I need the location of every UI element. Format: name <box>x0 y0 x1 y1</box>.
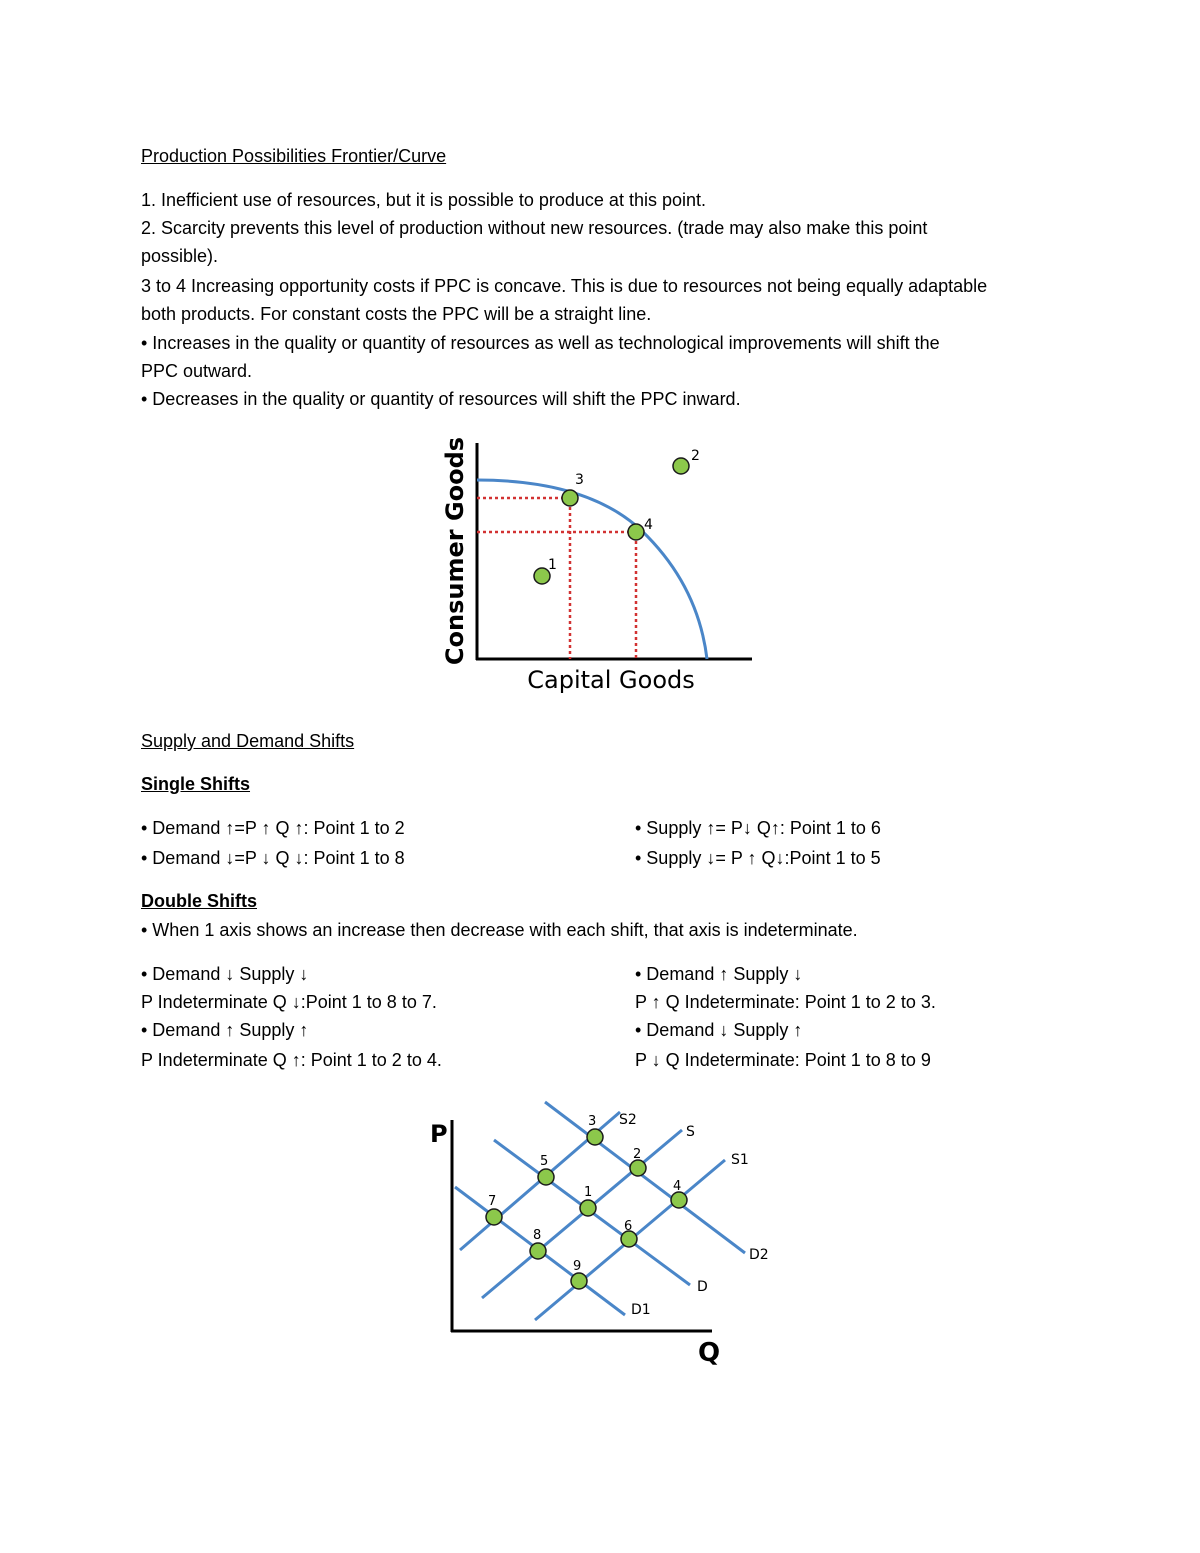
demand-line-d2 <box>545 1102 745 1253</box>
ppf-point-label-3: 3 <box>575 472 584 488</box>
ppf-line-7: PPC outward. <box>141 361 253 381</box>
sd-point-label-8: 8 <box>533 1228 542 1243</box>
ppf-point-4 <box>628 524 644 540</box>
sd-point-8 <box>530 1243 546 1259</box>
sd-figure <box>420 1090 780 1370</box>
ppf-line-6: • Increases in the quality or quantity of resources as well as technological improvements will shift the <box>141 333 940 353</box>
ppf-line-2: 2. Scarcity prevents this level of production without new resources. (trade may also make this point <box>141 218 928 238</box>
ppf-line-3: possible). <box>141 246 219 266</box>
ppf-line-1: 1. Inefficient use of resources, but it is possible to produce at this point. <box>141 190 706 210</box>
double-right-3: • Demand ↓ Supply ↑ <box>635 1020 803 1040</box>
sd-x-axis-label: Q <box>698 1338 721 1368</box>
sd-point-label-3: 3 <box>588 1114 597 1129</box>
sd-point-label-6: 6 <box>624 1219 633 1234</box>
curve-label-s1: S1 <box>731 1152 749 1168</box>
sd-point-3 <box>587 1129 603 1145</box>
double-left-4: P Indeterminate Q ↑: Point 1 to 2 to 4. <box>141 1050 442 1070</box>
ppf-guide-point-3 <box>477 498 570 659</box>
ppf-point-label-2: 2 <box>691 448 700 464</box>
single-left-2: • Demand ↓=P ↓ Q ↓: Point 1 to 8 <box>141 848 405 868</box>
double-left-3: • Demand ↑ Supply ↑ <box>141 1020 309 1040</box>
ppf-point-3 <box>562 490 578 506</box>
ppf-figure <box>430 435 770 705</box>
ppf-x-axis-label: Capital Goods <box>527 666 695 694</box>
double-note: • When 1 axis shows an increase then decrease with each shift, that axis is indeterminate. <box>141 920 858 940</box>
sd-heading: Supply and Demand Shifts <box>141 731 355 751</box>
curve-label-s: S <box>686 1124 695 1140</box>
single-shifts-heading: Single Shifts <box>141 774 251 794</box>
ppf-point-2 <box>673 458 689 474</box>
curve-label-s2: S2 <box>619 1112 637 1128</box>
double-shifts-heading: Double Shifts <box>141 891 257 911</box>
ppf-line-4: 3 to 4 Increasing opportunity costs if PPC is concave. This is due to resources not being equally adaptable <box>141 276 988 296</box>
ppf-point-label-1: 1 <box>548 557 557 573</box>
single-left-1: • Demand ↑=P ↑ Q ↑: Point 1 to 2 <box>141 818 405 838</box>
sd-point-5 <box>538 1169 554 1185</box>
sd-point-7 <box>486 1209 502 1225</box>
ppf-guide-point-4 <box>477 532 636 659</box>
sd-y-axis-label: P <box>430 1120 448 1148</box>
sd-point-label-7: 7 <box>488 1194 497 1209</box>
double-left-1: • Demand ↓ Supply ↓ <box>141 964 309 984</box>
single-right-2: • Supply ↓= P ↑ Q↓:Point 1 to 5 <box>635 848 881 868</box>
sd-point-label-4: 4 <box>673 1179 682 1194</box>
sd-point-9 <box>571 1273 587 1289</box>
curve-label-d: D <box>697 1279 708 1295</box>
sd-point-label-5: 5 <box>540 1154 549 1169</box>
double-right-2: P ↑ Q Indeterminate: Point 1 to 2 to 3. <box>635 992 936 1012</box>
ppf-heading: Production Possibilities Frontier/Curve <box>141 146 447 166</box>
curve-label-d1: D1 <box>631 1302 651 1318</box>
sd-point-4 <box>671 1192 687 1208</box>
sd-point-2 <box>630 1160 646 1176</box>
ppf-curve <box>477 480 707 659</box>
sd-point-label-1: 1 <box>584 1185 593 1200</box>
ppf-line-8: • Decreases in the quality or quantity of resources will shift the PPC inward. <box>141 389 741 409</box>
single-right-1: • Supply ↑= P↓ Q↑: Point 1 to 6 <box>635 818 881 838</box>
sd-point-label-9: 9 <box>573 1259 582 1274</box>
double-right-1: • Demand ↑ Supply ↓ <box>635 964 803 984</box>
ppf-y-axis-label: Consumer Goods <box>441 436 469 666</box>
ppf-point-label-4: 4 <box>644 517 653 533</box>
ppf-line-5: both products. For constant costs the PPC will be a straight line. <box>141 304 652 324</box>
double-right-4: P ↓ Q Indeterminate: Point 1 to 8 to 9 <box>635 1050 931 1070</box>
sd-point-1 <box>580 1200 596 1216</box>
double-left-2: P Indeterminate Q ↓:Point 1 to 8 to 7. <box>141 992 437 1012</box>
sd-point-label-2: 2 <box>633 1147 642 1162</box>
curve-label-d2: D2 <box>749 1247 769 1263</box>
